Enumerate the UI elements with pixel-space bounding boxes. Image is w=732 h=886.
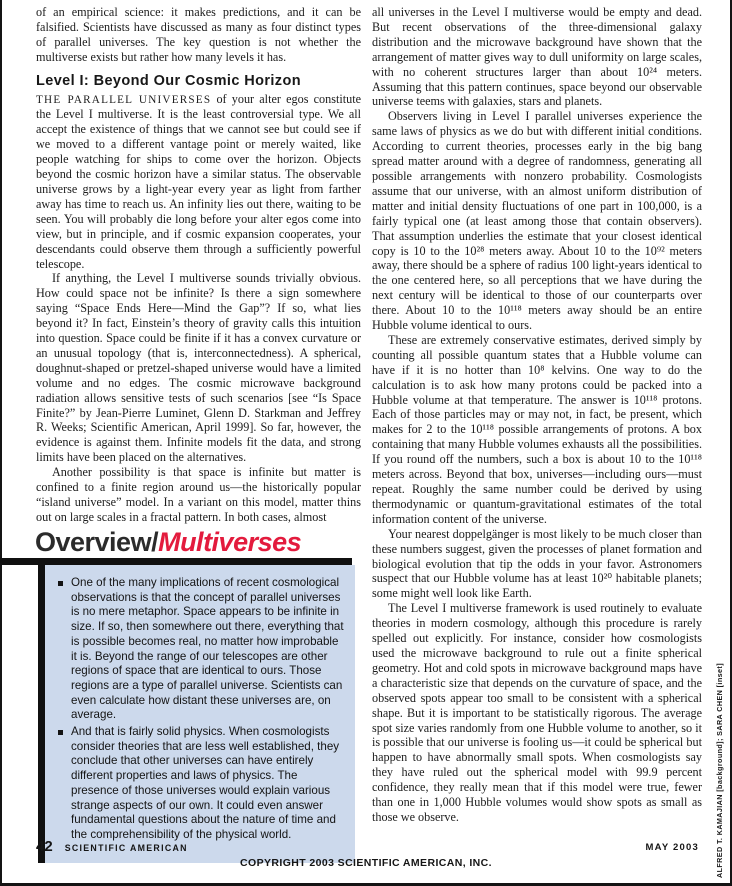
issue-date: MAY 2003: [645, 842, 699, 853]
overview-title-topic: Multiverses: [158, 527, 302, 557]
body-paragraph: Your nearest doppelgänger is most likely to be much closer than these numbers suggest, given the processes of planet formation and biological evolution that tip the odds in your favor. Astronomers suspect that our Hubble volume has at least 10²⁰ habitable planets; some might well look like Earth.: [372, 526, 702, 601]
body-paragraph: Observers living in Level I parallel universes experience the same laws of physics as we do but with different initial conditions. According to current theories, processes early in the big bang spread matter around with a degree of randomness, generating all possible arrangements with nonzero probability. Cosmologists assume that our universe, with an almost uniform distribution of matter and initial density fluctuations of one part in 100,000, is a fairly typical one (at least among those that contain observers). That assumption underlies the estimate that your closest identical copy is 10 to the 10²⁸ meters away. About 10 to the 10⁹² meters away, there should be a sphere of radius 100 light-years identical to the one centered here, so all perceptions that we have during the next century will be identical to those of our counterparts over there. About 10 to the 10¹¹⁸ meters away should be an entire Hubble volume identical to ours.: [372, 109, 702, 333]
copyright-line: COPYRIGHT 2003 SCIENTIFIC AMERICAN, INC.: [240, 857, 492, 869]
overview-rule: [0, 558, 352, 565]
body-paragraph: all universes in the Level I multiverse would be empty and dead. But recent observations of the three-dimensional galaxy distribution and the microwave background have shown that the arrangement of matter gives way to dull uniformity on large scales, with no coherent structures larger than about 10²⁴ meters. Assuming that this pattern continues, space beyond our observable universe teems with galaxies, stars and planets.: [372, 5, 702, 109]
section-heading: Level I: Beyond Our Cosmic Horizon: [36, 72, 301, 89]
intro-paragraph: of an empirical science: it makes predictions, and it can be falsified. Scientists have discussed as many as four distinct types of parallel universes. The key question is not whether the multiverse exists but rather how many levels it has.: [36, 5, 361, 64]
lead-in-smallcaps: THE PARALLEL UNIVERSES: [36, 93, 212, 106]
overview-bullet-item: [58, 725, 345, 843]
overview-bullet-text: And that is fairly solid physics. When cosmologists consider theories that are less well established, they conclude that other universes can have entirely different properties and laws of physics. The presence of those universes would explain various strange aspects of our own. It could even answer fundamental questions about the nature of time and the comprehensibility of the physical world.: [71, 725, 340, 841]
page-number: 42: [36, 838, 53, 855]
overview-sidebar: [0, 527, 362, 863]
lead-paragraph-rest: of your alter egos constitute the Level I multiverse. It is the least controversial type. We all accept the existence of things that we cannot see but could see if we moved to a different vantage point or merely waited, like people watching for ships to come over the horizon. Objects beyond the cosmic horizon have a similar status. The observable universe grows by a light-year every year as light from farther away has time to reach us. An infinity lies out there, waiting to be seen. You will probably die long before your alter egos come into view, but in principle, and if cosmic expansion cooperates, your descendants could observe them through a sufficiently powerful telescope.: [36, 91, 361, 271]
photo-credit: ALFRED T. KAMAJIAN [background]; SARA CHEN [inset]: [715, 663, 724, 878]
body-paragraph: These are extremely conservative estimates, derived simply by counting all possible quantum states that a Hubble volume can have if it is no hotter than 10⁸ kelvins. One way to do the calculation is to ask how many protons could be packed into a Hubble volume at that temperature. The answer is 10¹¹⁸ protons. Each of those particles may or may not, in fact, be present, which makes for 2 to the 10¹¹⁸ possible arrangements of protons. A box containing that many Hubble volumes exhausts all the possibilities. If you round off the numbers, such a box is about 10 to the 10¹¹⁸ meters across. Beyond that box, universes—including ours—must repeat. Roughly the same number could be derived by using thermodynamic or quantum-gravitational estimates of the total information content of the universe.: [372, 332, 702, 526]
lead-paragraph: [36, 92, 361, 272]
body-paragraph: Another possibility is that space is infinite but matter is confined to a finite region around us—the historically popular “island universe” model. In a variant on this model, matter thins out on large scales in a fractal pattern. In both cases, almost: [36, 465, 361, 524]
magazine-name: SCIENTIFIC AMERICAN: [64, 843, 188, 853]
left-text-column: [36, 5, 361, 525]
right-text-column: [372, 5, 702, 825]
body-paragraph: If anything, the Level I multiverse sounds trivially obvious. How could space not be infinite? Is there a sign somewhere saying “Space Ends Here—Mind the Gap”? If so, what lies beyond it? In fact, Einstein’s theory of gravity calls this intuition into question. Space could be finite if it has a convex curvature or an unusual topology (that is, interconnectedness). A spherical, doughnut-shaped or pretzel-shaped universe would have a limited volume and no edges. The cosmic microwave background radiation allows sensitive tests of such scenarios [see “Is Space Finite?” by Jean-Pierre Luminet, Glenn D. Starkman and Jeffrey R. Weeks; Scientific American, April 1999]. So far, however, the evidence is against them. Infinite models fit the data, and strong limits have been placed on the alternatives.: [36, 271, 361, 465]
overview-title-prefix: Overview/: [35, 527, 159, 557]
overview-title: [0, 527, 362, 557]
overview-box: [38, 565, 355, 863]
overview-box-left-bar: [38, 565, 45, 863]
square-bullet-icon: [58, 730, 63, 735]
overview-box-body: [45, 565, 355, 863]
overview-bullet-text: One of the many implications of recent cosmological observations is that the concept of parallel universes is no mere metaphor. Space appears to be infinite in size. If so, then somewhere out there, everything that is possible becomes real, no matter how improbable it is. Beyond the range of our telescopes are other regions of space that are identical to ours. Those regions are a type of parallel universe. Scientists can even calculate how distant these universes are, on average.: [71, 576, 344, 722]
overview-bullet-item: [58, 576, 345, 723]
square-bullet-icon: [58, 581, 63, 586]
body-paragraph: The Level I multiverse framework is used routinely to evaluate theories in modern cosmology, although this procedure is rarely spelled out explicitly. For instance, consider how cosmologists used the microwave background to rule out a finite spherical geometry. Hot and cold spots in microwave background maps have a characteristic size that depends on the curvature of space, and the observed spots appear too small to be consistent with a spherical shape. But it is important to be statistically rigorous. The average spot size varies randomly from one Hubble volume to another, so it is possible that our universe is fooling us—it could be spherical but happen to have abnormally small spots. When cosmologists say they have ruled out the spherical model with 99.9 percent confidence, they really mean that if this model were true, fewer than one in 1,000 Hubble volumes would show spots as small as those we observe.: [372, 601, 702, 824]
footer-left: [36, 838, 188, 855]
